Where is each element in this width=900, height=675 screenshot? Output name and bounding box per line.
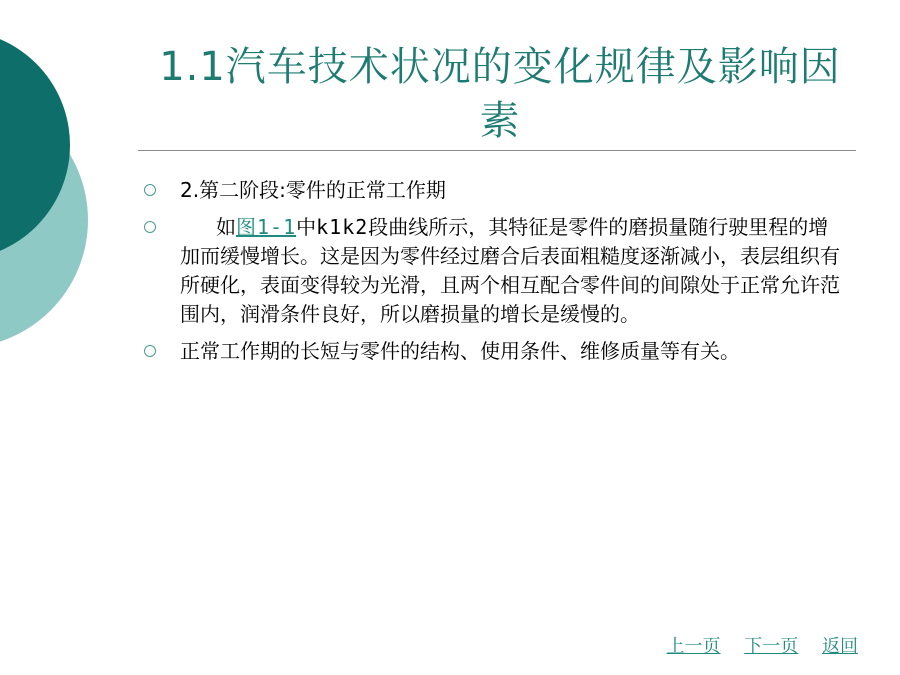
back-link[interactable]: 返回 — [822, 636, 858, 657]
bullet-text — [180, 337, 840, 366]
circle-bullet-icon — [144, 345, 156, 357]
prev-page-link[interactable]: 上一页 — [666, 636, 721, 657]
bullet-prefix: 如 — [216, 215, 236, 239]
bullet-text-content: 2.第二阶段:零件的正常工作期 — [180, 178, 446, 202]
bullet-item-1 — [140, 176, 840, 205]
circle-bullet-icon — [144, 221, 156, 233]
decorative-circles — [0, 0, 110, 380]
bullet-text — [180, 176, 840, 205]
circle-bullet-icon — [144, 184, 156, 196]
bullet-text — [180, 213, 840, 329]
segment-code: k1k2 — [316, 215, 369, 239]
bullet-list — [140, 176, 840, 374]
bullet-rest: 段曲线所示，其特征是零件的磨损量随行驶里程的增加而缓慢增长。这是因为零件经过磨合后表面粗糙度逐渐减小，表层组织有所硬化，表面变得较为光滑，且两个相互配合零件间的间隙处于正常允许范围内，润滑条件良好，所以磨损量的增长是缓慢的。 — [180, 215, 840, 326]
bullet-item-3 — [140, 337, 840, 366]
bullet-text-content: 正常工作期的长短与零件的结构、使用条件、维修质量等有关。 — [180, 339, 740, 363]
next-page-link[interactable]: 下一页 — [744, 636, 799, 657]
bullet-mid: 中 — [296, 215, 317, 239]
figure-link[interactable]: 图1-1 — [236, 215, 297, 239]
title-divider — [138, 150, 856, 151]
slide-navigation — [649, 632, 858, 658]
slide-title: 1.1汽车技术状况的变化规律及影响因素 — [159, 44, 841, 144]
bullet-item-2 — [140, 213, 840, 329]
